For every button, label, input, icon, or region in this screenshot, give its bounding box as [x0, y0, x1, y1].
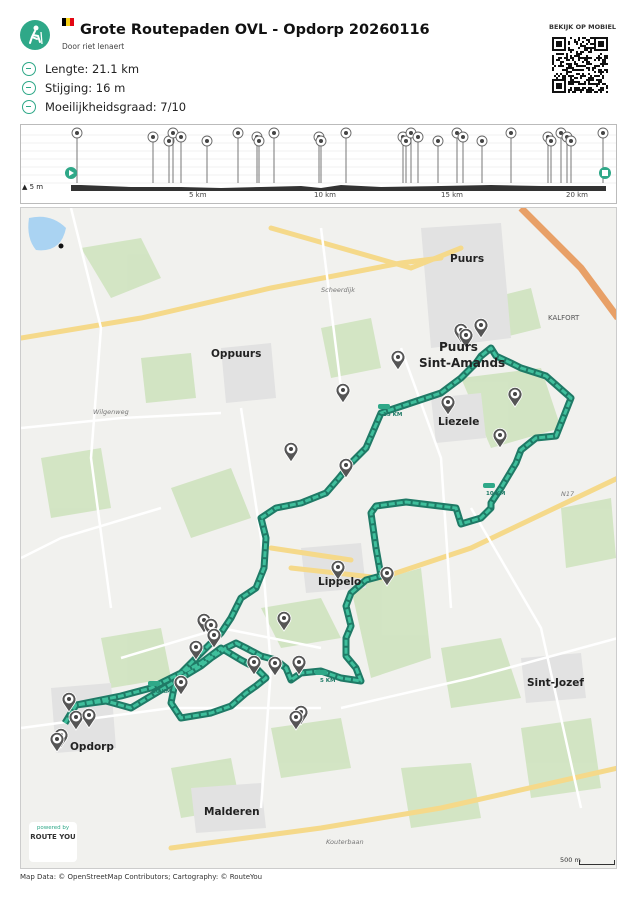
- route-author: Door riet lenaert: [62, 42, 125, 51]
- km-marker-badge: [148, 681, 160, 686]
- map-label-kouterbaan: Kouterbaan: [326, 838, 364, 846]
- scale-bar: [579, 860, 615, 865]
- km-marker: 10 KM: [486, 491, 506, 497]
- profile-tick: 10 km: [314, 191, 337, 199]
- km-marker: 15 KM: [383, 412, 403, 418]
- scale-label: 500 m: [560, 856, 581, 864]
- ascent-icon: [22, 81, 36, 95]
- map-label-sint-jozef: Sint-Jozef: [527, 677, 584, 689]
- map-label-lippelo: Lippelo: [318, 576, 362, 588]
- map-label-opdorp: Opdorp: [70, 741, 114, 753]
- distance-icon: [22, 62, 36, 76]
- powered-by-label: powered by: [36, 825, 70, 831]
- km-marker: 20 KM: [152, 689, 172, 695]
- profile-tick: 20 km: [566, 191, 589, 199]
- stat-length: [22, 62, 139, 76]
- difficulty-icon: [22, 100, 36, 114]
- map-label-liezele: Liezele: [438, 416, 480, 428]
- map-label-malderen: Malderen: [204, 806, 260, 818]
- map-credits: Map Data: © OpenStreetMap Contributors; Cartography: © RouteYou: [20, 873, 263, 881]
- km-marker: 5 KM: [320, 678, 336, 684]
- map-label-oppuurs: Oppuurs: [211, 348, 262, 360]
- map-label-kalfort: KALFORT: [548, 314, 580, 322]
- hiker-icon: [20, 20, 50, 50]
- map-label-n17: N17: [561, 490, 575, 498]
- km-marker-badge: [378, 404, 390, 409]
- stat-difficulty-label: Moeilijkheidsgraad: 7/10: [45, 100, 187, 114]
- route-map[interactable]: [20, 207, 617, 869]
- routeyou-logo: [20, 20, 50, 50]
- stat-length-label: Lengte: 21.1 km: [45, 62, 140, 76]
- qr-label: BEKIJK OP MOBIEL: [549, 23, 617, 31]
- km-marker-badge: [483, 483, 495, 488]
- stat-ascent: [22, 81, 125, 95]
- stat-ascent-label: Stijging: 16 m: [45, 81, 126, 95]
- qr-code[interactable]: [552, 37, 608, 97]
- profile-tick: 15 km: [441, 191, 464, 199]
- map-label-scheerdijk: Scheerdijk: [321, 286, 355, 294]
- stat-difficulty: [22, 100, 186, 114]
- km-marker-badge: [315, 670, 327, 675]
- map-label-puurs-sa-2: Sint-Amands: [419, 356, 506, 370]
- brand-label: ROUTE YOU: [30, 833, 76, 841]
- belgian-flag-icon: [62, 18, 74, 26]
- elevation-min-label: ▲ 5 m: [22, 183, 44, 191]
- route-title: Grote Routepaden OVL - Opdorp 20260116: [80, 22, 430, 38]
- map-label-wilgenweg: Wilgenweg: [93, 408, 129, 416]
- powered-by-badge: [29, 822, 77, 862]
- map-label-puurs: Puurs: [450, 253, 485, 265]
- profile-tick: 5 km: [189, 191, 207, 199]
- map-label-puurs-sa-1: Puurs: [439, 340, 478, 354]
